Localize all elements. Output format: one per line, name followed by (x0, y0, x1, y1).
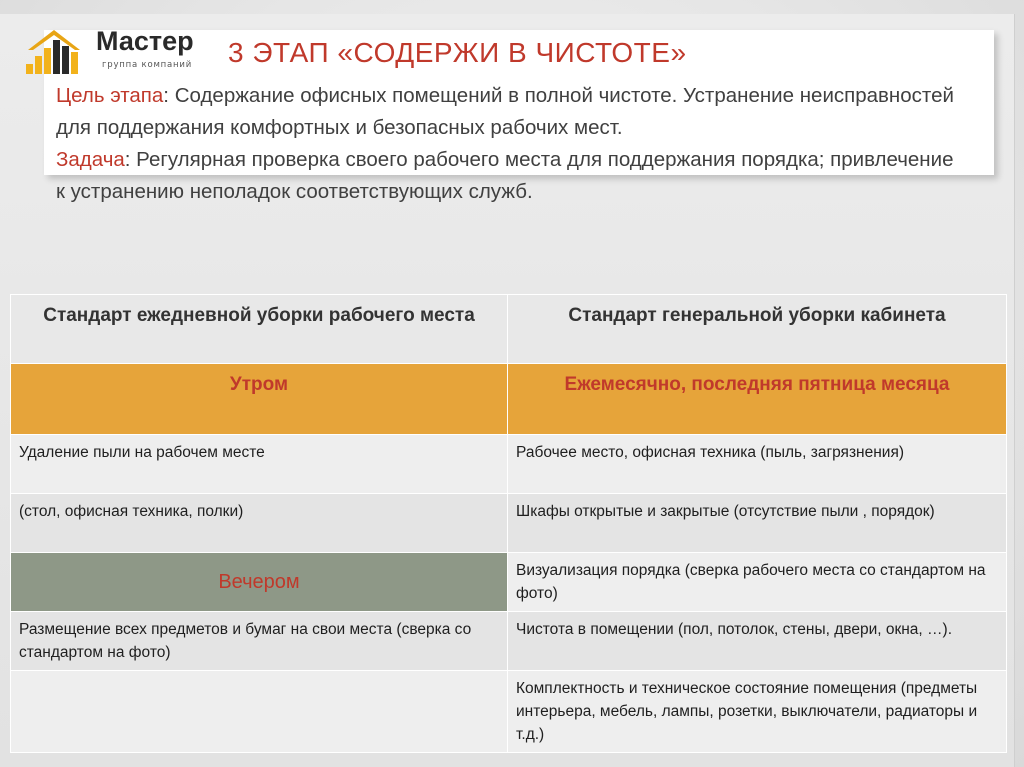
company-logo (24, 24, 206, 76)
slide-title: 3 ЭТАП «СОДЕРЖИ В ЧИСТОТЕ» (228, 37, 687, 68)
logo-tagline: группа компаний (102, 60, 193, 70)
cleaning-standards-table (10, 294, 1007, 753)
period-monthly: Ежемесячно, последняя пятница месяца (508, 364, 1007, 435)
task-paragraph (56, 144, 956, 208)
table-row (11, 494, 1007, 553)
table-row (11, 553, 1007, 612)
period-morning: Утром (11, 364, 508, 435)
task-text: Регулярная проверка своего рабочего места для поддержания порядка; привлечение к устранению неполадок соответствующих служб. (56, 148, 954, 203)
task-colon: : (124, 148, 131, 171)
table-row (11, 612, 1007, 671)
goal-colon: : (163, 84, 169, 107)
header-daily-standard: Стандарт ежедневной уборки рабочего места (11, 295, 508, 364)
table-cell-right: Визуализация порядка (сверка рабочего места со стандартом на фото) (508, 553, 1007, 612)
period-row (11, 364, 1007, 435)
period-evening: Вечером (11, 553, 508, 612)
table-row (11, 435, 1007, 494)
goal-text: Содержание офисных помещений в полной чистоте. Устранение неисправностей для поддержания комфортных и безопасных рабочих мест. (56, 84, 954, 139)
logo-icon (24, 26, 94, 76)
table-cell-right: Рабочее место, офисная техника (пыль, загрязнения) (508, 435, 1007, 494)
table-cell-right: Шкафы открытые и закрытые (отсутствие пыли , порядок) (508, 494, 1007, 553)
table-cell-right: Чистота в помещении (пол, потолок, стены, двери, окна, …). (508, 612, 1007, 671)
task-label: Задача (56, 148, 125, 171)
intro-text (56, 80, 956, 208)
table-cell-left: Размещение всех предметов и бумаг на свои места (сверка со стандартом на фото) (11, 612, 508, 671)
table-cell-left (11, 671, 508, 753)
table-row (11, 671, 1007, 753)
logo-name: Мастер (96, 26, 194, 56)
header-general-standard: Стандарт генеральной уборки кабинета (508, 295, 1007, 364)
table-cell-left: Удаление пыли на рабочем месте (11, 435, 508, 494)
table-cell-left: (стол, офисная техника, полки) (11, 494, 508, 553)
table-cell-right: Комплектность и техническое состояние помещения (предметы интерьера, мебель, лампы, розетки, выключатели, радиаторы и т.д.) (508, 671, 1007, 753)
goal-label: Цель этапа (56, 84, 164, 107)
table-header-row (11, 295, 1007, 364)
goal-paragraph (56, 80, 956, 144)
